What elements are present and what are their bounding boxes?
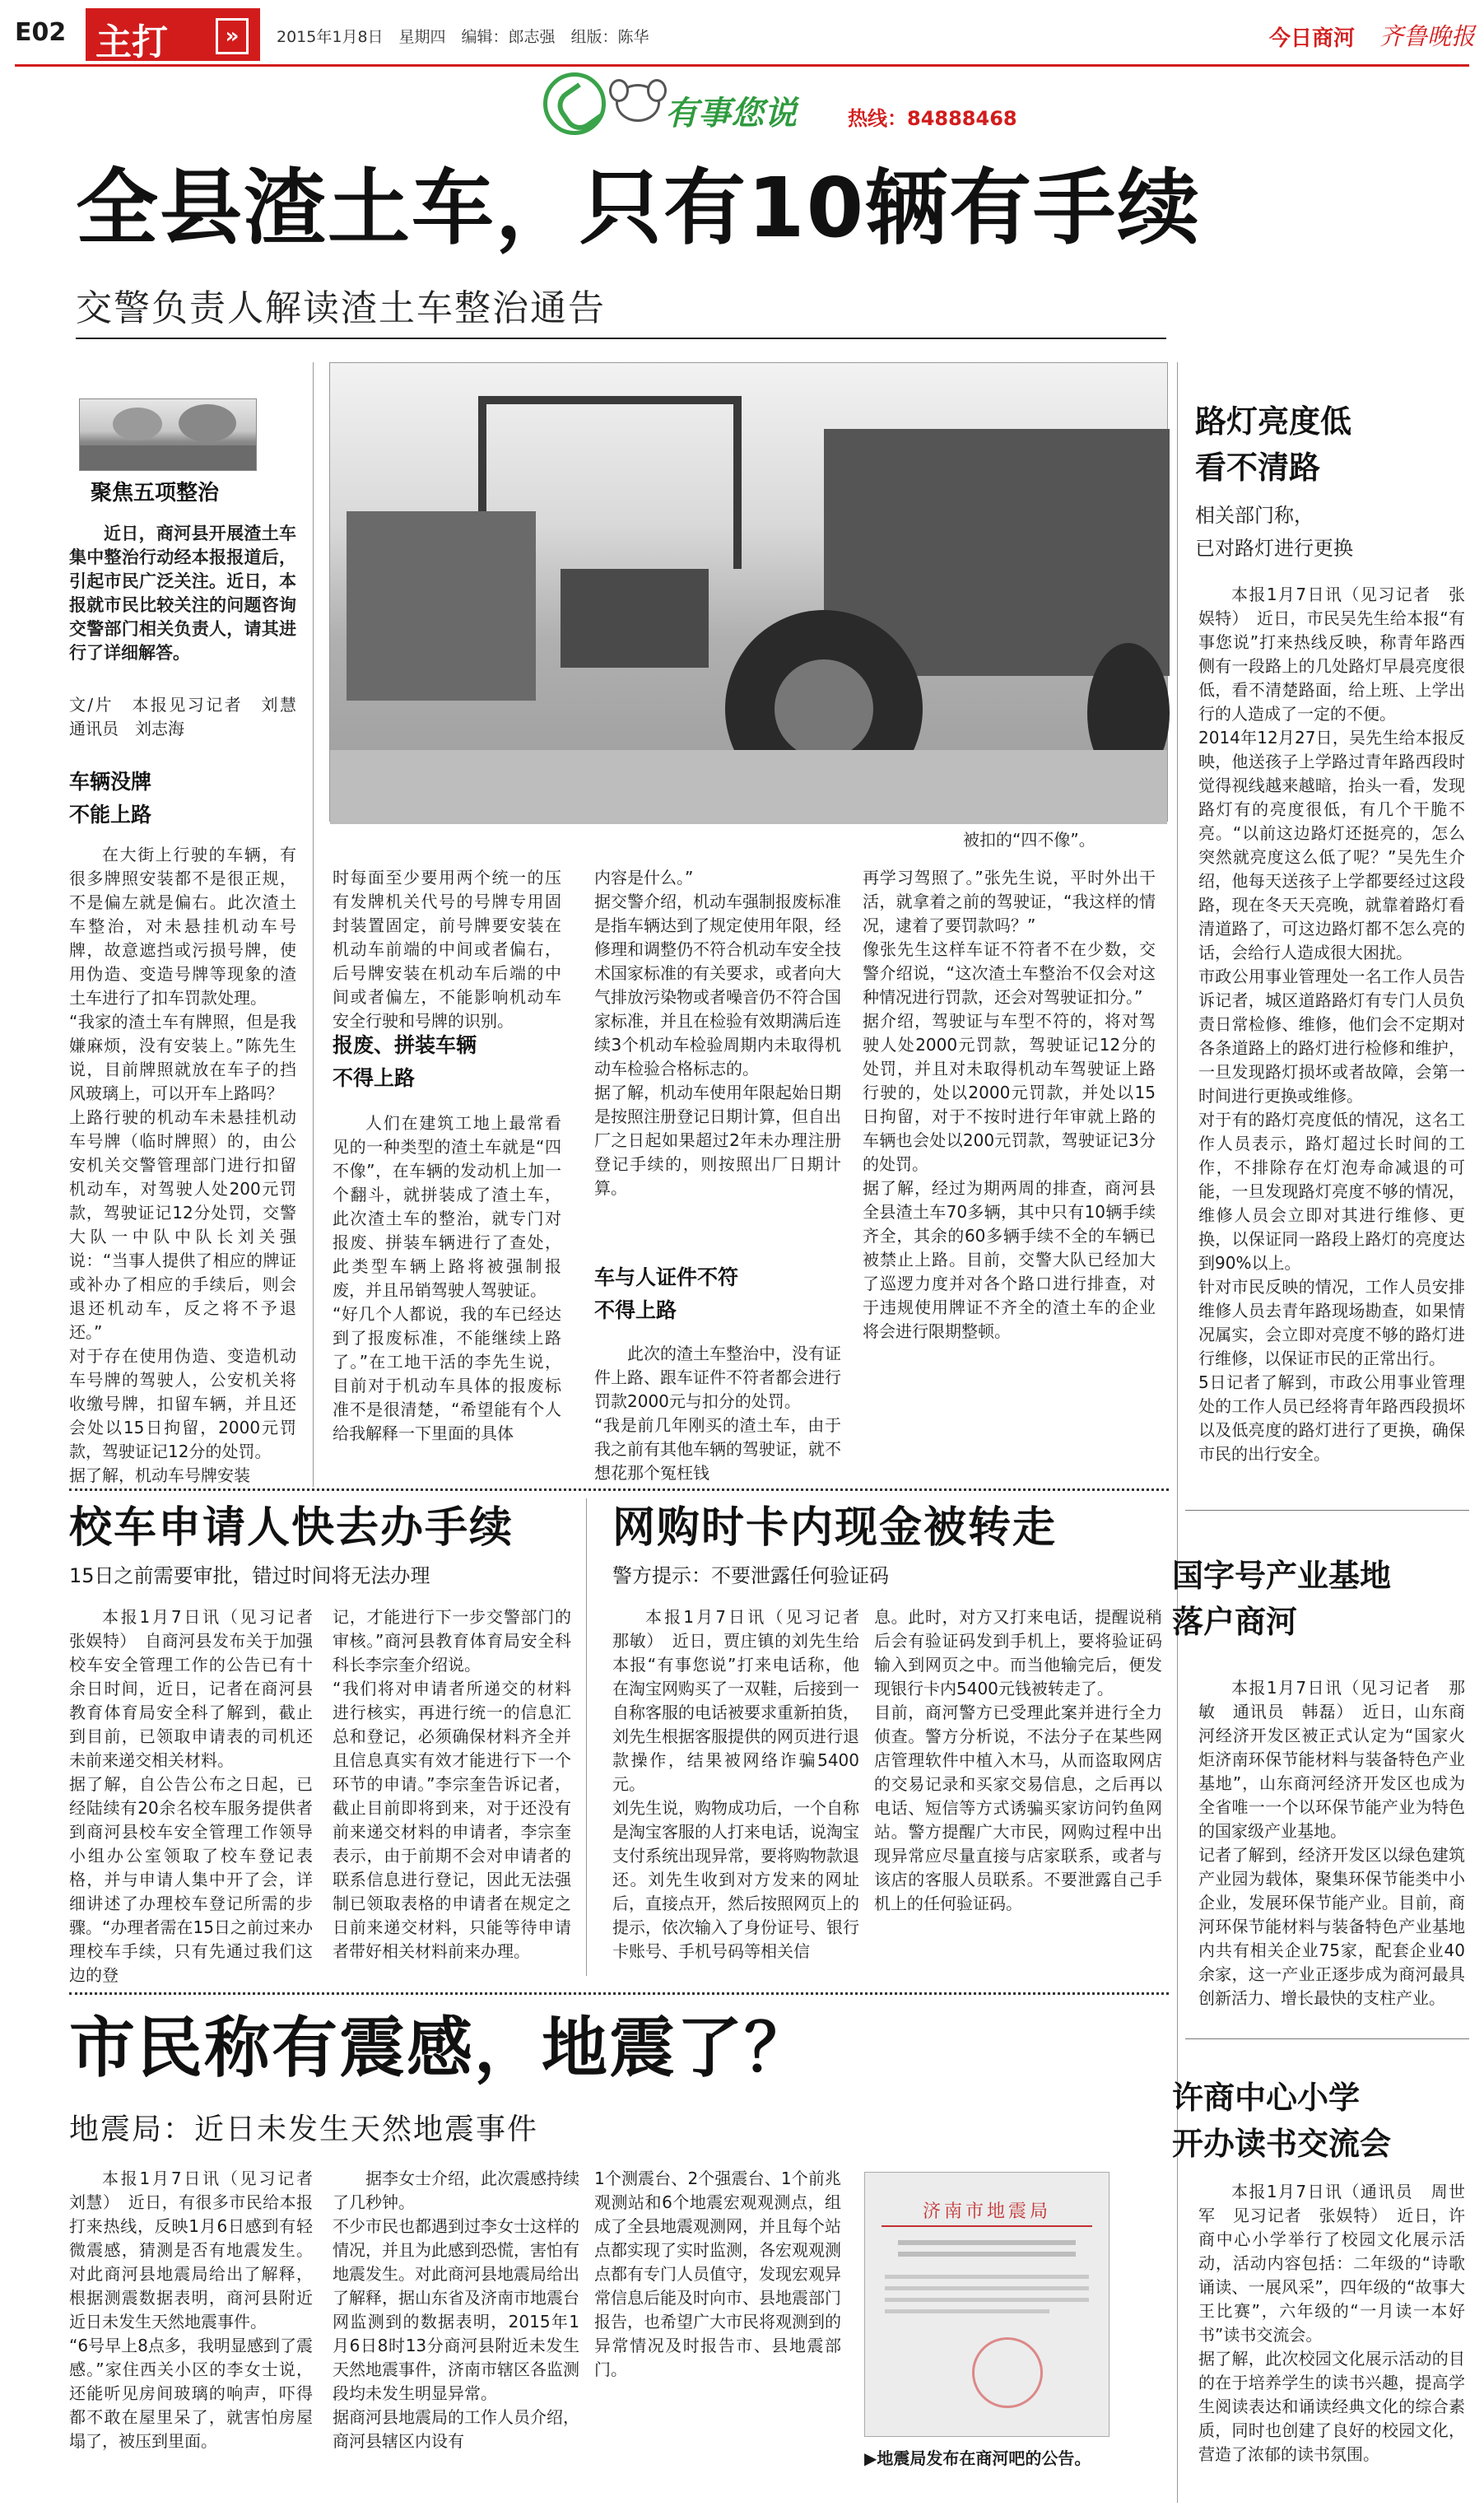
subheadline-main: 交警负责人解读渣土车整治通告 bbox=[76, 287, 606, 329]
side-article: 本报1月7日讯（通讯员 周世军 见习记者 张娱特） 近日，许商中心小学举行了校园文化展示活动，活动内容包括：二年级的“诗歌诵读、一展风采”，四年级的“故事大王比赛”，六年级的“一月读一本好书”读书交流会。 据了解，此次校园文化展示活动的目的在于培养学生的读书兴趣，提高学生阅读表达和诵读经典文化的综合素质，同时也创建了良好的校园文化，营造了浓郁的读书氛围。 bbox=[1198, 2182, 1465, 2464]
side-article: 本报1月7日讯（见习记者 张娱特） 近日，市民吴先生给本报“有事您说”打来热线反映，称青年路西侧有一段路上的几处路灯早晨亮度很低，看不清楚路面，给上班、上学出行的人造成了一定的不便。 2014年12月27日，吴先生给本报反映，他送孩子上学路过青年路西段时觉得视线越来越暗，抬头一看，发现路灯有的亮度很低，有几个干脆不亮。“以前这边路灯还挺亮的，怎么突然就亮度这么低了呢？”吴先生介绍，他每天送孩子上学都要经过这段路，现在冬天天亮晚，就靠着路灯看清道路了，可这边路灯都不怎么亮的话，会给行人造成很大困扰。 市政公用事业管理处一名工作人员告诉记者，城区道路路灯有专门人员负责日常检修、维修，他们会不定期对各条道路上的路灯进行检修和维护，一旦发现路灯损坏或者故障，会第一时间进行更换或维修。 对于有的路灯亮度低的情况，这名工作人员表示，路灯超过长时间的工作，不排除存在灯泡寿命减退的可能，一旦发现路灯亮度不够的情况，维修人员会立即对其进行维修、更换，以保证同一路段上路灯的亮度达到90%以上。 针对市民反映的情况，工作人员安排维修人员去青年路现场勘查，如果情况属实，会立即对亮度不够的路灯进行维修，以保证市民的正常出行。 5日记者了解到，市政公用事业管理处的工作人员已经将青年路西段损坏以及低亮度的路灯进行了更换，确保市民的出行安全。 bbox=[1198, 585, 1465, 1464]
article-column: 本报1月7日讯（见习记者 刘慧） 近日，有很多市民给本报打来热线，反映1月6日感到有轻微震感，猜测是否有地震发生。对此商河县地震局给出了解释，根据测震数据表明，商河县附近近日未发生天然地震事件。 “6号早上8点多，我明显感到了震感。”家住西关小区的李女士说，还能听见房间玻璃的响声，吓得都不敢在屋里呆了，就害怕房屋塌了，被压到里面。 bbox=[69, 2169, 313, 2451]
side-rule bbox=[1185, 2038, 1469, 2039]
banner-title: 有事您说 bbox=[665, 95, 797, 133]
notice-document bbox=[864, 2172, 1110, 2437]
subhead-story2: 15日之前需要审批，错过时间将无法办理 bbox=[69, 1564, 430, 1587]
column-rule bbox=[586, 1498, 587, 1976]
article-column: 内容是什么。” 据交警介绍，机动车强制报废标准是指车辆达到了规定使用年限，经修理和调整仍不符合机动车安全技术国家标准的有关要求，或者向大气排放污染物或者噪音仍不符合国家标准，并且在检验有效期满后连续3个机动车检验周期内未取得机动车检验合格标志的。 据了解，机动车使用年限起始日期是按照注册登记日期计算，但自出厂之日起如果超过2年未办理注册登记手续的，则按照出厂日期计算。 bbox=[594, 868, 841, 1198]
section-badge bbox=[86, 8, 260, 61]
section-heading: 车辆没牌 不能上路 bbox=[69, 770, 152, 827]
article-column: 时每面至少要用两个统一的压有发牌机关代号的号牌专用固封装置固定，前号牌要安装在机动车前端的中间或者偏右，后号牌安装在机动车后端的中间或者偏左，不能影响机动车安全行驶和号牌的识别。 bbox=[333, 868, 561, 1031]
byline: 文/片 本报见习记者 刘慧 通讯员 刘志海 bbox=[69, 695, 313, 738]
side-headline: 国字号产业基地 落户商河 bbox=[1172, 1558, 1392, 1640]
double-chevron-icon: » bbox=[216, 18, 249, 54]
subhead-story3: 警方提示：不要泄露任何验证码 bbox=[612, 1564, 889, 1587]
side-rule bbox=[1185, 1510, 1469, 1511]
issue-meta: 2015年1月8日 星期四 编辑：郎志强 组版：陈华 bbox=[277, 28, 649, 46]
article-column: 据李女士介绍，此次震感持续了几秒钟。 不少市民也都遇到过李女士这样的情况，并且为此感到恐慌，害怕有地震发生。对此商河县地震局给出了解释，据山东省及济南市地震台网监测到的数据表明，2015年1月6日8时13分商河县附近未发生天然地震事件，济南市辖区各监测段均未发生明显异常。 据商河县地震局的工作人员介绍，商河县辖区内设有 bbox=[333, 2169, 579, 2451]
headline-story2: 校车申请人快去办手续 bbox=[69, 1503, 514, 1553]
article-column: 息。此时，对方又打来电话，提醒说稍后会有验证码发到手机上，要将验证码输入到网页之中。而当他输完后，便发现银行卡内5400元钱被转走了。 目前，商河警方已受理此案并进行全力侦查。警方分析说，不法分子在某些网店管理软件中植入木马，从而盗取网店的交易记录和买家交易信息，之后再以电话、短信等方式诱骗买家访问钓鱼网站。警方提醒广大市民，网购过程中出现异常应尽量直接与店家联系，或者与该店的客服人员联系。不要泄露自己手机上的任何验证码。 bbox=[874, 1607, 1162, 1913]
article-column: 本报1月7日讯（见习记者 那敏） 近日，贾庄镇的刘先生给本报“有事您说”打来电话称，他在淘宝网购买了一双鞋，后接到一自称客服的电话被要求重新拍货，刘先生根据客服提供的网页进行退款操作，结果被网络诈骗5400元。 刘先生说，购物成功后，一个自称是淘宝客服的人打来电话，说淘宝支付系统出现异常，要将购物款退还。刘先生收到对方发来的网址后，直接点开，然后按照网页上的提示，依次输入了身份证号、银行卡账号、手机号码等相关信 bbox=[612, 1607, 859, 1961]
paper-name: 齐鲁晚报 bbox=[1379, 22, 1476, 50]
notice-title: 济南市地震局 bbox=[922, 2201, 1051, 2222]
section-title: 主打 bbox=[95, 21, 168, 63]
header-right-tag: 今日商河 bbox=[1269, 26, 1356, 51]
headline-story4: 市民称有震感，地震了？ bbox=[69, 2010, 812, 2086]
section-divider bbox=[69, 1992, 1169, 1995]
thumbnail-photo bbox=[79, 398, 257, 471]
section-label: 聚焦五项整治 bbox=[91, 481, 220, 505]
section-heading: 车与人证件不符 不得上路 bbox=[594, 1265, 739, 1322]
article-column: 本报1月7日讯（见习记者 张娱特） 自商河县发布关于加强校车安全管理工作的公告已有十余日时间，近日，记者在商河县教育体育局安全科了解到，截止到目前，已领取申请表的司机还未前来递交相关材料。 据了解，自公告公布之日起，已经陆续有20余名校车服务提供者到商河县校车安全管理工作领导小组办公室领取了校车登记表格，并与申请人集中开了会，详细讲述了办理校车登记所需的步骤。“办理者需在15日之前过来办理校车手续，只有先通过我们这边的登 bbox=[69, 1607, 313, 1985]
hotline: 热线：84888468 bbox=[848, 107, 1017, 130]
truck-photo bbox=[329, 362, 1168, 822]
seal-stamp bbox=[972, 2337, 1043, 2408]
side-article: 本报1月7日讯（见习记者 那敏 通讯员 韩磊） 近日，山东商河经济开发区被正式认定为“国家火炬济南环保节能材料与装备特色产业基地”，山东商河经济开发区也成为全省唯一一个以环保节能产业为特色的国家级产业基地。 记者了解到，经济开发区以绿色建筑产业园为载体，聚集环保节能类中小企业，发展环保节能产业。目前，商河环保节能材料与装备特色产业基地内共有相关企业75家，配套企业40余家，这一产业正逐步成为商河最具创新活力、增长最快的支柱产业。 bbox=[1198, 1678, 1465, 2008]
subhead-story4: 地震局：近日未发生天然地震事件 bbox=[69, 2113, 539, 2146]
article-column: 在大街上行驶的车辆，有很多牌照安装都不是很正规，不是偏左就是偏右。此次渣土车整治，对未悬挂机动车号牌，故意遮挡或污损号牌，使用伪造、变造号牌等现象的渣土车进行了扣车罚款处理。 “我家的渣土车有牌照，但是我嫌麻烦，没有安装上。”陈先生说，目前牌照就放在车子的挡风玻璃上，可以开车上路吗？ 上路行驶的机动车未悬挂机动车号牌（临时牌照）的，由公安机关交警管理部门进行扣留机动车，对驾驶人处200元罚款，驾驶证记12分处罚，交警大队一中队中队长刘关强说：“当事人提供了相应的牌证或补办了相应的手续后，则会退还机动车，反之将不予退还。” 对于存在使用伪造、变造机动车号牌的驾驶人，公安机关将收缴号牌，扣留车辆，并且还会处以15日拘留，2000元罚款，驾驶证记12分的处罚。 据了解，机动车号牌安装 bbox=[69, 845, 296, 1485]
section-heading: 报废、拼装车辆 不得上路 bbox=[333, 1033, 477, 1090]
headline-main: 全县渣土车，只有10辆有手续 bbox=[76, 160, 1202, 256]
article-column: 1个测震台、2个强震台、1个前兆观测站和6个地震宏观观测点，组成了全县地震观测网，并且每个站点都实现了实时监测，各宏观观测点都有专门人员值守，发现宏观异常信息后能及时向市、县地震部门报告，也希望广大市民将观测到的异常情况及时报告市、县地震部门。 bbox=[594, 2169, 841, 2379]
header-rule bbox=[15, 64, 1469, 67]
telephone-icon bbox=[543, 72, 606, 135]
article-column: 人们在建筑工地上最常看见的一种类型的渣土车就是“四不像”，在车辆的发动机上加一个翻斗，就拼装成了渣土车，此次渣土车的整治，就专门对报废、拼装车辆进行了查处，此类型车辆上路将被强制报废，并且吊销驾驶人驾驶证。 “好几个人都说，我的车已经达到了报废标准，不能继续上路了。”在工地干活的李先生说，目前对于机动车具体的报废标准不是很清楚，“希望能有个人给我解释一下里面的具体 bbox=[333, 1113, 561, 1443]
article-column: 此次的渣土车整治中，没有证件上路、跟车证件不符者都会进行罚款2000元与扣分的处罚。 “我是前几年刚买的渣土车，由于我之前有其他车辆的驾驶证，就不想花那个冤枉钱 bbox=[594, 1344, 841, 1483]
column-rule bbox=[313, 362, 314, 1487]
headline-story3: 网购时卡内现金被转走 bbox=[612, 1503, 1058, 1553]
page-number: E02 bbox=[15, 18, 67, 47]
photo-caption: 被扣的“四不像”。 bbox=[963, 830, 1096, 850]
section-divider bbox=[69, 1488, 1169, 1491]
column-rule bbox=[1177, 362, 1178, 2503]
side-headline: 路灯亮度低 看不清路 bbox=[1195, 403, 1352, 486]
intro-paragraph: 近日，商河县开展渣土车集中整治行动经本报报道后，引起市民广泛关注。近日，本报就市民比较关注的问题咨询交警部门相关负责人，请其进行了详细解答。 bbox=[69, 524, 296, 663]
notice-caption: ▶地震局发布在商河吧的公告。 bbox=[864, 2448, 1091, 2468]
article-column: 再学习驾照了。”张先生说，平时外出干活，就拿着之前的驾驶证，“我这样的情况，逮着了要罚款吗？” 像张先生这样车证不符者不在少数，交警介绍说，“这次渣土车整治不仅会对这种情况进行罚款，还会对驾驶证扣分。” 据介绍，驾驶证与车型不符的，将对驾驶人处2000元罚款，驾驶证记12分的处罚，并且对未取得机动车驾驶证上路行驶的，处以2000元罚款，并处以15日拘留，对于不按时进行年审就上路的车辆也会处以200元罚款，驾驶证记3分的处罚。 据了解，经过为期两周的排查，商河县全县渣土车70多辆，其中只有10辆手续齐全，其余的60多辆手续不全的车辆已被禁止上路。目前，交警大队已经加大了巡逻力度并对各个路口进行排查，对于违规使用牌证不齐全的渣土车的企业将会进行限期整顿。 bbox=[863, 868, 1156, 1341]
article-column: 记，才能进行下一步交警部门的审核。”商河县教育体育局安全科科长李宗奎介绍说。 “我们将对申请者所递交的材料进行核实，再进行统一的信息汇总和登记，必须确保材料齐全并且信息真实有效才能进行下一个环节的申请。”李宗奎告诉记者，截止目前即将到来，对于还没有前来递交材料的申请者，李宗奎表示，由于前期不会对申请者的联系信息进行登记，因此无法强制已领取表格的申请者在规定之日前来递交材料，只能等待申请者带好相关材料前来办理。 bbox=[333, 1607, 571, 1961]
headline-rule bbox=[76, 338, 1166, 339]
side-headline: 许商中心小学 开办读书交流会 bbox=[1172, 2080, 1392, 2162]
mascot-icon bbox=[609, 76, 662, 122]
side-subhead: 相关部门称， 已对路灯进行更换 bbox=[1195, 504, 1353, 560]
